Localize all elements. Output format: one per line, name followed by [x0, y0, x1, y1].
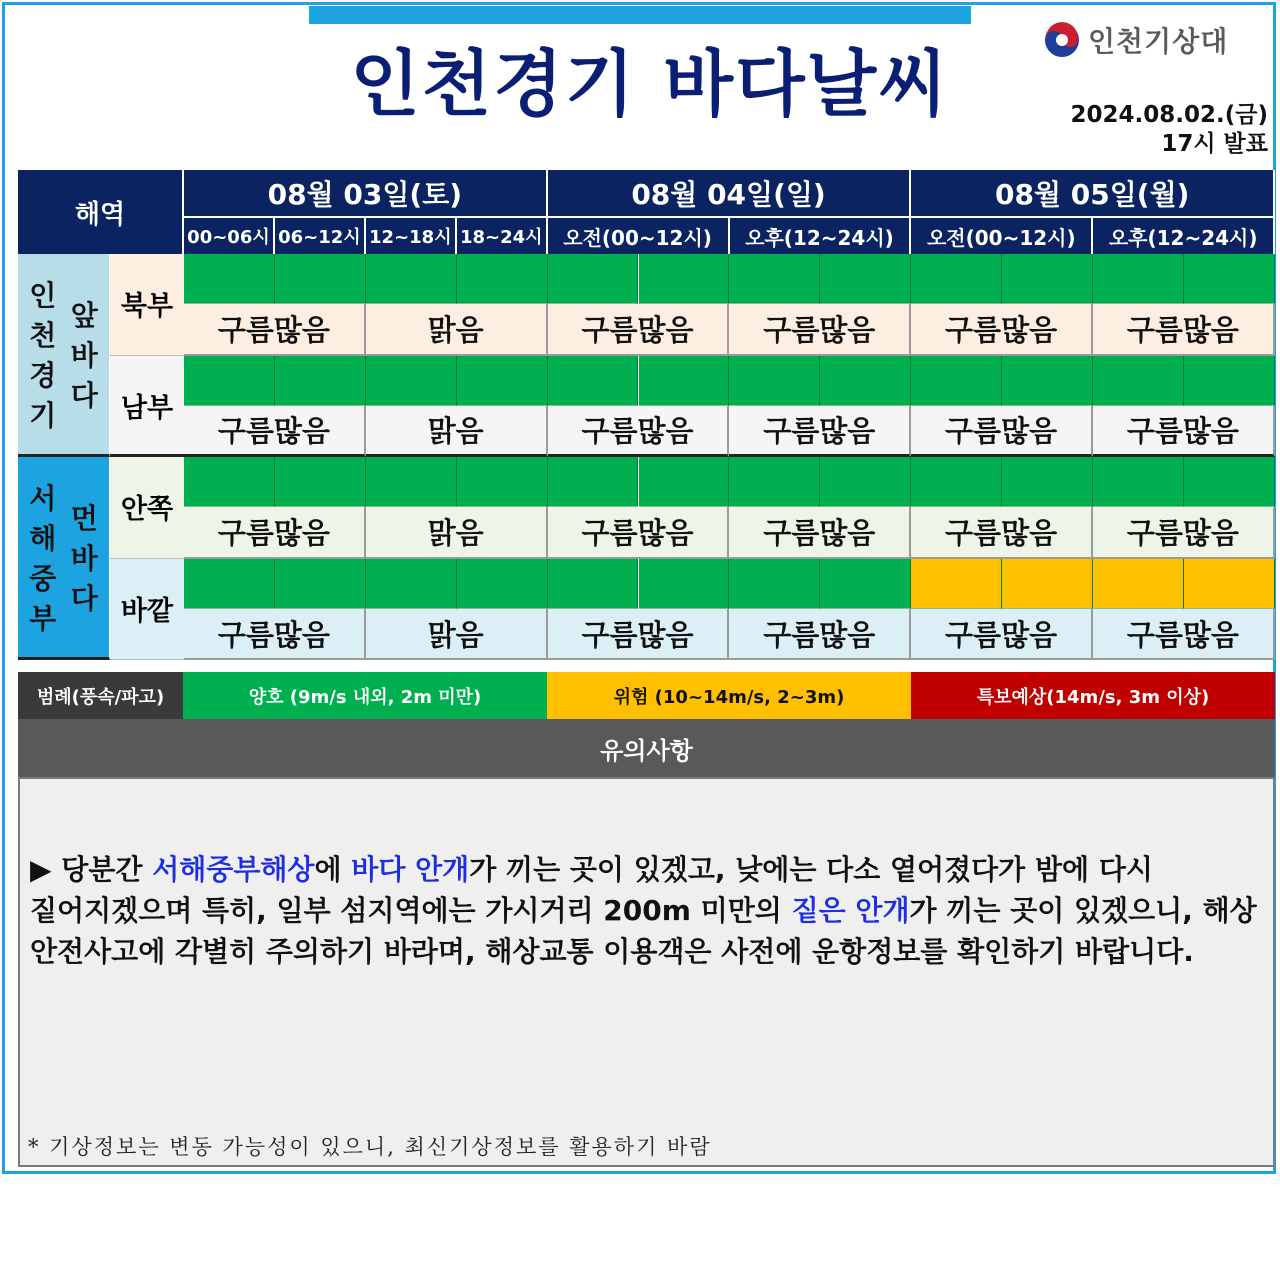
weather-cell: 구름많음	[184, 406, 366, 458]
notice-highlight-fog: 바다 안개	[351, 853, 470, 886]
notice-highlight-area: 서해중부해상	[152, 853, 315, 886]
day-header: 08월 05일(월)	[911, 170, 1275, 218]
wind-wave-cell	[639, 356, 730, 406]
weather-cell: 구름많음	[729, 609, 911, 661]
sea-char: 바	[70, 339, 98, 372]
wind-wave-cell	[184, 457, 275, 507]
weather-cell: 구름많음	[1093, 609, 1275, 661]
period-header: 06~12시	[275, 218, 366, 254]
weather-cell: 맑음	[366, 507, 548, 559]
wind-wave-cell	[911, 559, 1002, 609]
region-name	[29, 274, 56, 434]
taegeuk-icon	[1044, 22, 1080, 58]
wind-wave-cell	[366, 457, 457, 507]
wind-wave-cell	[1002, 254, 1093, 304]
notice-text: 에	[314, 853, 352, 886]
wind-wave-cell	[729, 254, 820, 304]
region-label	[18, 254, 110, 457]
org-name: 인천기상대	[1088, 25, 1229, 58]
region-char: 기	[29, 399, 57, 432]
weather-cell: 맑음	[366, 304, 548, 356]
period-header: 오전(00~12시)	[548, 218, 730, 254]
period-header: 오전(00~12시)	[911, 218, 1093, 254]
wind-wave-cell	[275, 457, 366, 507]
issue-info	[1071, 101, 1268, 159]
wind-wave-cell	[1093, 356, 1184, 406]
wind-wave-cell	[548, 356, 639, 406]
wind-wave-cell	[457, 356, 548, 406]
weather-cell: 구름많음	[184, 507, 366, 559]
wind-wave-cell	[639, 457, 730, 507]
marine-forecast-table	[18, 170, 1275, 663]
wind-wave-cell	[820, 356, 911, 406]
wind-wave-cell	[1002, 457, 1093, 507]
legend-label: 범례(풍속/파고)	[18, 672, 183, 719]
notice-text: 가 끼는 곳이 있겠고, 낮에는 다소 옅어졌다가 밤에 다시 짙어지겠으며 특히, 일부 섬지역에는 가시거리 200m 미만의	[30, 853, 1153, 927]
weather-cell: 구름많음	[548, 507, 730, 559]
wind-wave-cell	[548, 254, 639, 304]
weather-cell: 구름많음	[548, 609, 730, 661]
wind-wave-cell	[184, 356, 275, 406]
wind-wave-cell	[548, 559, 639, 609]
period-header: 오후(12~24시)	[1093, 218, 1275, 254]
footnote: * 기상정보는 변동 가능성이 있으니, 최신기상정보를 활용하기 바람	[28, 1135, 712, 1159]
caution-panel	[18, 777, 1275, 1167]
weather-cell: 구름많음	[548, 304, 730, 356]
notice-text: 가 끼는 곳이 있겠으니, 해상 안전사고에 각별히 주의하기 바라며, 해상교통 이용객은 사전에 운항정보를 확인하기 바랍니다.	[30, 894, 1257, 968]
legend-warning: 특보예상(14m/s, 3m 이상)	[911, 672, 1275, 719]
weather-cell: 구름많음	[911, 406, 1093, 458]
period-header: 오후(12~24시)	[730, 218, 912, 254]
weather-cell: 맑음	[366, 406, 548, 458]
weather-cell: 구름많음	[911, 609, 1093, 661]
region-char: 서	[29, 482, 57, 515]
wind-wave-cell	[275, 356, 366, 406]
weather-cell: 구름많음	[1093, 406, 1275, 458]
wind-wave-cell	[1184, 457, 1275, 507]
wind-wave-cell	[366, 254, 457, 304]
wind-wave-cell	[729, 356, 820, 406]
period-header: 00~06시	[184, 218, 275, 254]
legend-danger: 위험 (10~14m/s, 2~3m)	[547, 672, 911, 719]
region-char: 해	[29, 522, 57, 555]
weather-cell: 구름많음	[729, 304, 911, 356]
sea-char: 먼	[70, 502, 98, 535]
wind-wave-cell	[1184, 559, 1275, 609]
zone-label: 바깥	[110, 559, 184, 661]
wind-wave-cell	[911, 254, 1002, 304]
sea-name	[71, 497, 98, 617]
area-header: 해역	[18, 170, 184, 254]
zone-label: 북부	[110, 254, 184, 356]
notice-highlight-dense-fog: 짙은 안개	[791, 894, 910, 927]
page-title: 인천경기 바다날씨	[350, 42, 950, 126]
sea-name	[71, 294, 98, 414]
wind-wave-cell	[457, 254, 548, 304]
zone-label: 안쪽	[110, 457, 184, 559]
issue-date: 2024.08.02.(금)	[1070, 102, 1268, 128]
wind-wave-cell	[820, 254, 911, 304]
wind-wave-cell	[366, 559, 457, 609]
wind-wave-cell	[1002, 356, 1093, 406]
region-char: 인	[29, 279, 57, 312]
wind-wave-cell	[729, 559, 820, 609]
wind-wave-cell	[639, 254, 730, 304]
wind-wave-cell	[275, 559, 366, 609]
wind-wave-cell	[639, 559, 730, 609]
legend-bar	[18, 672, 1275, 719]
caution-notice	[30, 849, 1266, 972]
wind-wave-cell	[911, 356, 1002, 406]
wind-wave-cell	[1093, 457, 1184, 507]
weather-cell: 구름많음	[548, 406, 730, 458]
region-char: 경	[29, 359, 57, 392]
day-header: 08월 04일(일)	[548, 170, 912, 218]
wind-wave-cell	[820, 457, 911, 507]
weather-cell: 구름많음	[1093, 507, 1275, 559]
wind-wave-cell	[457, 559, 548, 609]
region-char: 부	[29, 602, 57, 635]
period-header: 18~24시	[457, 218, 548, 254]
weather-cell: 구름많음	[1093, 304, 1275, 356]
sea-char: 다	[70, 379, 98, 412]
legend-good: 양호 (9m/s 내외, 2m 미만)	[183, 672, 547, 719]
wind-wave-cell	[729, 457, 820, 507]
wind-wave-cell	[1184, 254, 1275, 304]
caution-header: 유의사항	[18, 719, 1275, 777]
wind-wave-cell	[1002, 559, 1093, 609]
wind-wave-cell	[184, 559, 275, 609]
wind-wave-cell	[911, 457, 1002, 507]
weather-cell: 맑음	[366, 609, 548, 661]
weather-cell: 구름많음	[729, 507, 911, 559]
region-name	[29, 477, 56, 637]
weather-cell: 구름많음	[184, 304, 366, 356]
issue-time: 17시 발표	[1161, 131, 1268, 157]
period-header: 12~18시	[366, 218, 457, 254]
wind-wave-cell	[1093, 254, 1184, 304]
wind-wave-cell	[275, 254, 366, 304]
sea-char: 다	[70, 582, 98, 615]
weather-cell: 구름많음	[911, 304, 1093, 356]
wind-wave-cell	[184, 254, 275, 304]
wind-wave-cell	[820, 559, 911, 609]
wind-wave-cell	[1093, 559, 1184, 609]
sea-char: 바	[70, 542, 98, 575]
org-logo	[1044, 20, 1228, 60]
weather-cell: 구름많음	[911, 507, 1093, 559]
weather-cell: 구름많음	[184, 609, 366, 661]
weather-cell: 구름많음	[729, 406, 911, 458]
day-header: 08월 03일(토)	[184, 170, 548, 218]
top-accent-bar	[309, 6, 971, 24]
zone-label: 남부	[110, 356, 184, 458]
region-char: 중	[29, 562, 57, 595]
wind-wave-cell	[1184, 356, 1275, 406]
wind-wave-cell	[366, 356, 457, 406]
region-label	[18, 457, 110, 660]
wind-wave-cell	[457, 457, 548, 507]
sea-char: 앞	[70, 299, 98, 332]
notice-text: ▶ 당분간	[30, 853, 153, 886]
region-char: 천	[29, 319, 57, 352]
wind-wave-cell	[548, 457, 639, 507]
